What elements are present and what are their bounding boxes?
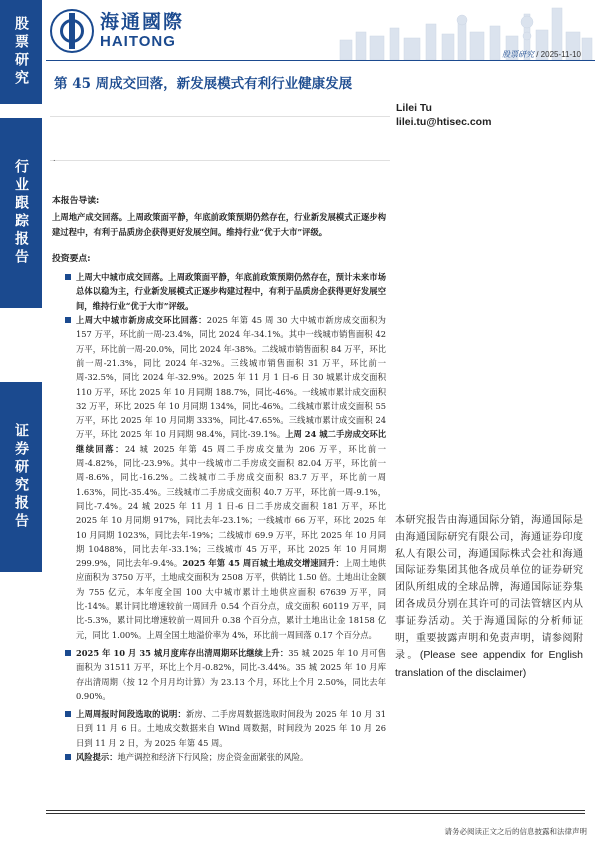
guide-intro: 上周地产成交回落。上周政策面平静，年底前政策预期仍然存在，行业新发展模式正逐步构建过程中，有利于品质房企获得更好发展空间。维持行业“优于大市”评级。 <box>52 212 386 237</box>
bullet-market-summary: 上周大中城市成交回落。上周政策面平静，年底前政策预期仍然存在，预计未来市场总体以稳为主，行业新发展模式正逐步构建过程中，有利于品质房企获得更好发展空间，维持行业“优于大市”评级。 <box>52 270 386 313</box>
logo-cn-text: 海通國際 <box>100 11 185 33</box>
disclaimer-en: (Please see appendix for English translation of the disclaimer) <box>395 649 583 680</box>
summary-divider <box>50 160 390 161</box>
bullet-inventory <box>52 646 386 703</box>
guide-heading: 本报告导读: <box>52 196 100 206</box>
sidebar-label-securities-report: 证券研究报告 <box>13 423 29 531</box>
methodology-heading: 上周周报时间段选取的说明： <box>76 709 186 720</box>
risk-heading: 风险提示： <box>76 751 118 762</box>
author-email[interactable]: lilei.tu@htisec.com <box>396 116 492 128</box>
disclaimer-box <box>395 513 583 683</box>
company-logo <box>50 6 184 56</box>
author-name: Lilei Tu <box>396 102 432 114</box>
header-separator: / <box>534 50 541 59</box>
footer-rule-top <box>46 810 585 811</box>
disclaimer-cn: 本研究报告由海通国际分销，海通国际是由海通国际研究有限公司，海通证券印度私人有限公司，海通国际株式会社和海通国际证券集团其他各成员单位的证券研究团队所组成的全球品牌，海通国际证券集团各成员分别在其许可的司法管辖区内从事证券活动。关于海通国际的分析师证明，重要披露声明和免责声明，请参阅附录。 <box>395 515 583 662</box>
bullet-new-home-sales <box>52 313 386 642</box>
title-underline <box>50 116 390 117</box>
risk-text: 地产调控和经济下行风险；房企资金面紧张的风险。 <box>117 751 309 762</box>
bullet-risk <box>52 750 386 764</box>
land-heading: 2025 年第 45 周百城土地成交增速回升： <box>182 558 344 569</box>
bullet-methodology <box>52 707 386 750</box>
sidebar-label-stock-research: 股票研究 <box>13 16 29 88</box>
sidebar-tab-securities-report <box>0 382 42 572</box>
author-block <box>396 101 491 129</box>
report-body <box>52 194 386 764</box>
points-heading: 投资要点: <box>52 253 91 264</box>
header-divider <box>46 60 595 61</box>
marker-dot: . <box>53 154 56 163</box>
sidebar-tab-industry-tracking <box>0 118 42 308</box>
footer-rule-bottom <box>46 813 585 814</box>
report-date: 2025-11-10 <box>540 50 581 59</box>
report-category-date <box>502 49 581 60</box>
new-home-text: 2025 年第 45 周 30 大中城市新房成交面积为 157 万平，环比前一周-23.4%，同比 2024 年-34.1%。其中一线城市销售面积 42 万平，环比前一周-20.0%，同比 2024 年-38%。二线城市销售面积 84 万平，环比前一周-21.3%，同比 2024 年-32%。三线城市销售面积 31 万平，环比前一周-32.5%，同比 2024 年-32.9%。2025 年 11 月 1 日-6 日 30 城累计成交面积 110 万平，环比 2025 年 10 月同期 188.7%，同比-46%。一线城市累计成交面积 32 万平，环比 2025 年 10 月同期 134%，同比-46%。二线城市累计成交面积 55 万平，环比 2025 年 10 月同期 333%，同比-47.65%。三线城市累计成交面积 24 万平，环比 2025 年 10 月同期 98.4%，同比-39.1%。 <box>76 315 386 440</box>
inventory-heading: 2025 年 10 月 35 城月度库存出清周期环比继续上升： <box>76 647 289 658</box>
new-home-heading: 上周大中城市新房成交环比回落： <box>76 315 207 326</box>
report-category: 股票研究 <box>502 50 534 59</box>
sidebar-tab-stock-research <box>0 0 42 104</box>
land-text: 上周土地供应面积为 3750 万平，土地成交面积为 2508 万平，供销比 1.50 倍。土地出让金额为 755 亿元，本年度全国 100 大中城市累计土地供应面积 67639 万平，同比-14%。累计同比增速较前一周回升 0.54 个百分点，成交面积 60119 万平，同比-5.3%，累计同比增速较前一周回升 0.38 个百分点，累计土地出让金 18158 亿元，同比 1.00%。上周全国土地溢价率为 4%，环比前一周回落 0.17 个百分点。 <box>76 558 386 640</box>
logo-en-text: HAITONG <box>100 33 176 50</box>
inventory-text: 35 城 2025 年 10 月可售面积为 31511 万平，环比上个月-0.82%，同比-3.44%。35 城 2025 年 10 月库存出清周期（按 12 个月月均计算）为 23.13 个月，环比上个月 2.50%，同比去年 0.90%。 <box>76 647 386 701</box>
methodology-text: 新房、二手房周数据选取时间段为 2025 年 10 月 31 日到 11 月 6 日。土地成交数据来自 Wind 周数据，时间段为 2025 年 10 月 26 日到 11 月 2 日，为 2025 年第 45 周。 <box>76 709 386 748</box>
sidebar-label-industry-tracking: 行业跟踪报告 <box>13 159 29 267</box>
logo-mark-icon <box>50 9 94 53</box>
resale-text: 24 城 2025 年第 45 周二手房成交量为 206 万平，环比前一周-4.82%，同比-23.9%。其中一线城市二手房成交面积 82.04 万平，环比前一周-8.6%，同比-16.2%。二线城市二手房成交面积 83.7 万平，环比前一周 1.63%，同比-35.4%。三线城市二手房成交面积 40.7 万平，环比前一周-9.1%，同比-7.4%。24 城 2025 年 11 月 1 日-6 日二手房成交面积 181 万平，环比 2025 年 10 月同期 917%，同比去年-23.1%；一线城市 66 万平，环比 2025 年 10 月同期 1023%，同比去年-19%；二线城市 69.9 万平，环比 2025 年 10 月同期 10488%，同比去年-33.1%；三线城市 45 万平，环比 2025 年 10 月同期 299.9%，同比去年-9.4%。 <box>76 443 386 569</box>
resale-heading: 上周 24 城二手房成交环比继续回落： <box>76 429 386 454</box>
report-title: 第 45 周成交回落，新发展模式有利行业健康发展 <box>54 76 353 92</box>
footer-notice: 请务必阅读正文之后的信息披露和法律声明 <box>444 827 587 836</box>
